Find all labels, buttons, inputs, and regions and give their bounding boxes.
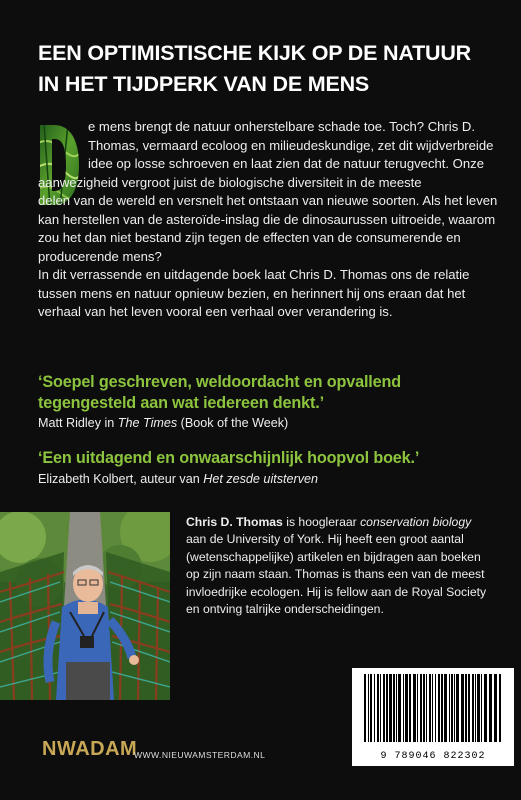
attrib-text: (Book of the Week)	[177, 416, 289, 430]
quote-line: ‘Soepel geschreven, weldoordacht en opvallend	[38, 373, 401, 391]
barcode-bar	[472, 674, 474, 742]
barcode-bar	[380, 674, 381, 742]
isbn-barcode	[352, 668, 514, 766]
blurb-line: verhaal van het leven vooral een verhaal over verandering is.	[38, 304, 393, 319]
blurb-line: In dit verrassende en uitdagende boek laat Chris D. Thomas ons de relatie	[38, 267, 470, 282]
attrib-text: Matt Ridley in	[38, 416, 118, 430]
bio-field: conservation biology	[360, 515, 472, 529]
barcode-bar	[456, 674, 459, 742]
barcode-bar	[484, 674, 487, 742]
barcode-bar	[423, 674, 425, 742]
review-quote-1	[38, 372, 508, 414]
blurb-line: delen van de wereld en versnelt het ontstaan van nieuwe soorten. Als het leven	[38, 193, 498, 208]
bio-line	[186, 514, 506, 531]
barcode-bar	[429, 674, 431, 742]
blurb-line: producerende mens?	[38, 248, 162, 264]
barcode-bar	[398, 674, 401, 742]
attrib-text: Elizabeth Kolbert, auteur van	[38, 472, 204, 486]
attrib-book-title: Het zesde uitsterven	[203, 472, 319, 486]
blurb-text	[38, 118, 500, 322]
barcode-bar	[405, 674, 408, 742]
bio-line: en ontving talrijke onderscheidingen.	[186, 602, 384, 617]
bio-line: op zijn naam staan. Thomas is thans een van de meest	[186, 567, 485, 582]
bio-line: invloedrijke ecologen. Hij is fellow aan de Royal Society	[186, 584, 487, 599]
quote-attribution-1	[38, 416, 288, 430]
barcode-bar	[454, 674, 455, 742]
barcode-bar	[426, 674, 427, 742]
bio-line: (wetenschappelijke) artikelen en bijdragen aan boeken	[186, 549, 481, 564]
barcode-bar	[432, 674, 433, 742]
barcode-bar	[475, 674, 476, 742]
author-photo-image	[0, 512, 170, 700]
barcode-bar	[465, 674, 467, 742]
barcode-bar	[468, 674, 470, 742]
barcode-bar	[499, 674, 501, 742]
barcode-bar	[364, 674, 366, 742]
barcode-bar	[461, 674, 464, 742]
author-name: Chris D. Thomas	[186, 515, 283, 529]
headline	[38, 38, 498, 100]
barcode-bar	[396, 674, 397, 742]
barcode-bar	[413, 674, 416, 742]
barcode-bar	[438, 674, 440, 742]
quote-line: ‘Een uitdagend en onwaarschijnlijk hoopvol boek.’	[38, 449, 420, 467]
barcode-bar	[383, 674, 385, 742]
blurb-line: kan herstellen van de asteroïde-inslag die de dinosaurussen uitroeide, waarom	[38, 211, 496, 227]
publisher-website: WWW.NIEUWAMSTERDAM.NL	[134, 750, 266, 760]
barcode-bar	[481, 674, 482, 742]
barcode-bars	[352, 668, 514, 748]
attrib-publication: The Times	[117, 416, 178, 430]
publisher-logo	[42, 738, 137, 762]
blurb-line: aanwezigheid vergroot juist de biologische diversiteit in de meeste	[38, 174, 422, 190]
barcode-bar	[441, 674, 443, 742]
blurb-line: tussen mens en natuur opnieuw bezien, en herinnert hij ons eraan dat het	[38, 285, 466, 301]
barcode-bar	[368, 674, 369, 742]
barcode-bar	[489, 674, 492, 742]
barcode-bar	[494, 674, 497, 742]
author-photo	[0, 512, 170, 700]
barcode-bar	[435, 674, 436, 742]
barcode-bar	[386, 674, 388, 742]
barcode-bar	[393, 674, 395, 742]
headline-line-1: EEN OPTIMISTISCHE KIJK OP DE NATUUR	[38, 41, 472, 65]
barcode-bar	[477, 674, 480, 742]
publisher-logo-text: NWADAM	[42, 738, 138, 760]
blurb-line: Thomas, vermaard ecoloog en milieudeskundige, zet dit wijdverbreide	[88, 137, 494, 153]
barcode-bar	[374, 674, 375, 742]
author-bio	[186, 514, 506, 618]
blurb-line: zou het dan niet bestand zijn tegen de effecten van de consumerende en	[38, 230, 461, 245]
quote-attribution-2	[38, 472, 318, 486]
bio-text: is hoogleraar	[282, 515, 361, 529]
blurb-line: idee op losse schroeven en laat zien dat de natuur terugvecht. Onze	[88, 156, 484, 171]
headline-line-2: IN HET TIJDPERK VAN DE MENS	[38, 72, 370, 96]
barcode-bar	[449, 674, 450, 742]
barcode-bar	[377, 674, 379, 742]
quote-line: tegengesteld aan wat iedereen denkt.’	[38, 394, 324, 412]
barcode-bar	[420, 674, 422, 742]
barcode-bar	[389, 674, 392, 742]
svg-text:D: D	[38, 123, 39, 124]
review-quote-2	[38, 448, 508, 469]
barcode-bar	[417, 674, 418, 742]
barcode-bar	[451, 674, 453, 742]
isbn-number: 9 789046 822302	[380, 751, 486, 762]
barcode-bar	[370, 674, 372, 742]
barcode-bar	[444, 674, 447, 742]
barcode-bar	[403, 674, 404, 742]
blurb-line: e mens brengt de natuur onherstelbare schade toe. Toch? Chris D.	[88, 119, 475, 134]
barcode-bar	[409, 674, 411, 742]
bio-line: aan de University of York. Hij heeft een groot aantal	[186, 532, 464, 547]
